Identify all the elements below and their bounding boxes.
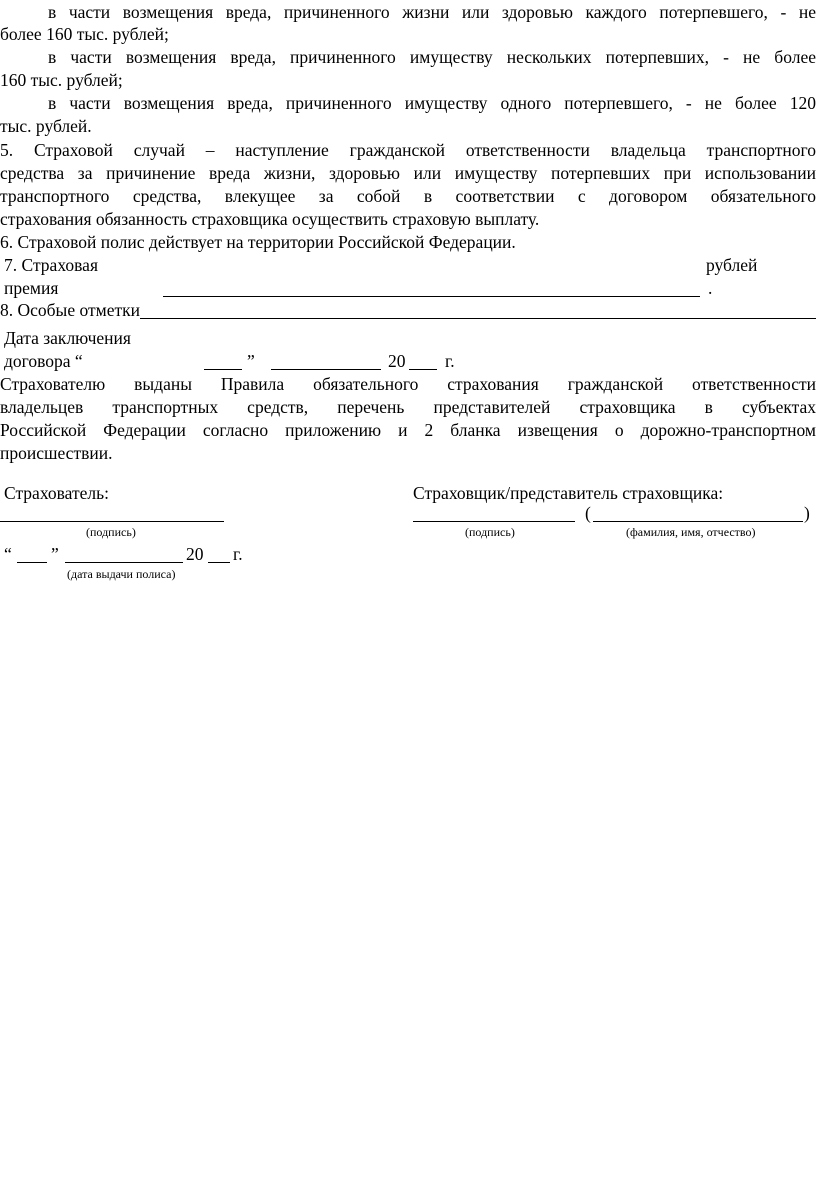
issued-line-2: владельцев транспортных средств, перечень представителей страховщика в субъектах	[0, 397, 816, 417]
clause6-text: 6. Страховой полис действует на территории Российской Федерации.	[0, 232, 516, 252]
clause4-line-5: в части возмещения вреда, причиненного имуществу одного потерпевшего, - не более 120	[48, 93, 816, 113]
special-notes-label: 8. Особые отметки	[0, 300, 140, 320]
issue-date-open-quote: “	[4, 544, 12, 564]
contract-year-suffix: г.	[445, 351, 455, 371]
insurer-signature-line[interactable]	[413, 521, 575, 522]
insurer-signature-caption: (подпись)	[465, 525, 515, 539]
contract-month-line[interactable]	[271, 369, 381, 370]
premium-amount-line[interactable]	[163, 296, 700, 297]
contract-date-close-quote: ”	[247, 351, 255, 371]
clause4-line-6: тыс. рублей.	[0, 116, 92, 136]
special-notes-line[interactable]	[140, 318, 816, 319]
name-open-paren: (	[585, 503, 591, 523]
issue-year-line[interactable]	[208, 562, 230, 563]
issue-year-suffix: г.	[233, 544, 243, 564]
insurer-name-caption: (фамилия, имя, отчество)	[626, 525, 756, 539]
issue-date-close-quote: ”	[51, 544, 59, 564]
clause5-line-1: 5. Страховой случай – наступление гражданской ответственности владельца транспортного	[0, 140, 816, 160]
issue-date-caption: (дата выдачи полиса)	[67, 567, 176, 581]
issue-month-line[interactable]	[65, 562, 183, 563]
insurer-name-line[interactable]	[593, 521, 803, 522]
clause4-line-4: 160 тыс. рублей;	[0, 70, 123, 90]
clause5-line-3: транспортного средства, влекущее за собой в соответствии с договором обязательного	[0, 186, 816, 206]
issued-line-1: Страхователю выданы Правила обязательного страхования гражданской ответственности	[0, 374, 816, 394]
issued-line-3: Российской Федерации согласно приложению и 2 бланка извещения о дорожно-транспортном	[0, 420, 816, 440]
clause4-line-2: более 160 тыс. рублей;	[0, 24, 169, 44]
clause4-line-3: в части возмещения вреда, причиненного имуществу нескольких потерпевших, - не более	[48, 47, 816, 67]
premium-label-1: 7. Страховая	[4, 255, 99, 275]
premium-currency: рублей	[706, 255, 758, 275]
issued-line-4: происшествии.	[0, 443, 113, 463]
contract-year-prefix: 20	[388, 351, 406, 371]
clause5-line-2: средства за причинение вреда жизни, здоровью или имуществу потерпевших при использовании	[0, 163, 816, 183]
clause4-line-1: в части возмещения вреда, причиненного жизни или здоровью каждого потерпевшего, - не	[48, 2, 816, 22]
issue-year-prefix: 20	[186, 544, 204, 564]
clause5-line-4: страхования обязанность страховщика осуществить страховую выплату.	[0, 209, 540, 229]
insurer-label: Страховщик/представитель страховщика:	[413, 483, 724, 503]
contract-day-line[interactable]	[204, 369, 242, 370]
premium-label-2: премия	[4, 278, 59, 298]
issue-day-line[interactable]	[17, 562, 47, 563]
name-close-paren: )	[804, 503, 810, 523]
insured-label: Страхователь:	[4, 483, 109, 503]
insured-signature-caption: (подпись)	[86, 525, 136, 539]
contract-date-label-1: Дата заключения	[4, 328, 131, 348]
premium-period: .	[708, 278, 713, 298]
contract-year-line[interactable]	[409, 369, 437, 370]
contract-date-label-2: договора “	[4, 351, 83, 371]
insured-signature-line[interactable]	[0, 521, 224, 522]
